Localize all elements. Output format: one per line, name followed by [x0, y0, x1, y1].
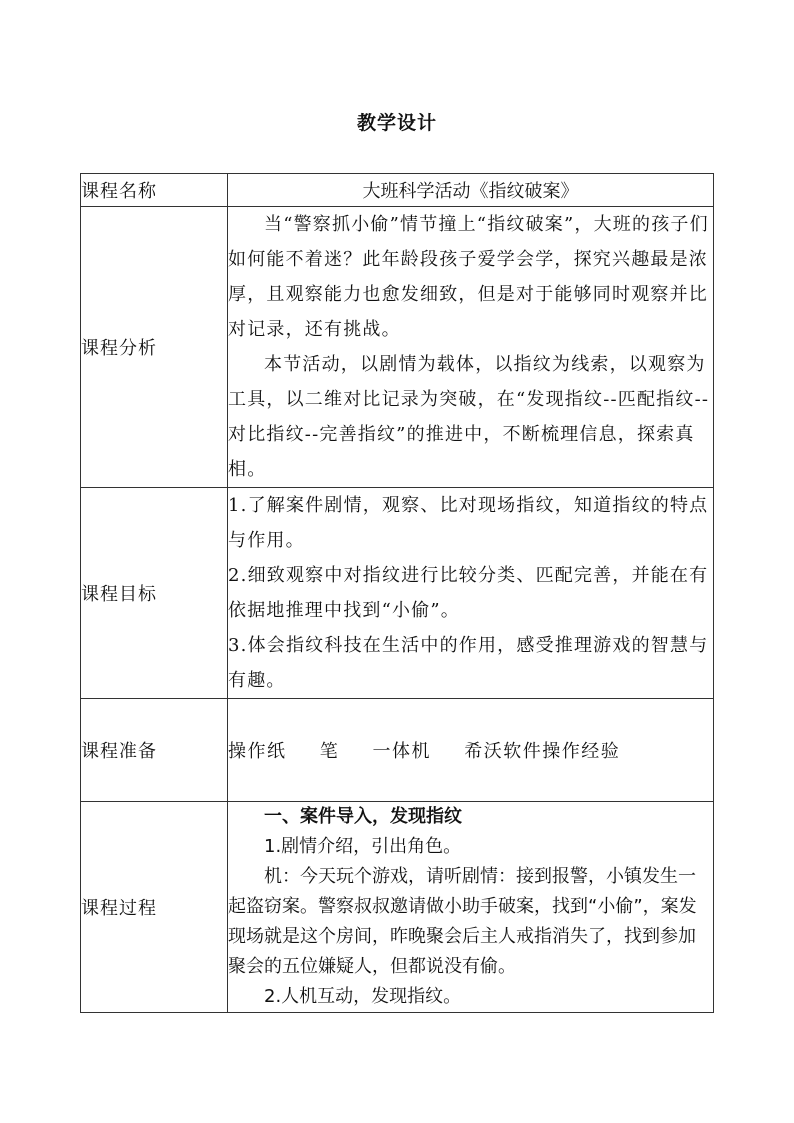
label-course-analysis: 课程分析	[81, 207, 228, 488]
process-line: 机：今天玩个游戏，请听剧情：接到报警，小镇发生一起盗窃案。警察叔叔邀请做小助手破案，找到“小偷”，案发现场就是这个房间，昨晚聚会后主人戒指消失了，找到参加聚会的五位嫌疑人，但都说没有偷。	[228, 866, 697, 977]
goal-item: 1.了解案件剧情，观察、比对现场指纹，知道指纹的特点与作用。	[228, 495, 709, 551]
prep-item: 一体机	[372, 741, 431, 762]
prep-item: 笔	[319, 741, 340, 762]
process-line: 1.剧情介绍，引出角色。	[264, 836, 462, 857]
course-process-cell	[228, 802, 714, 1013]
page-title: 教学设计	[356, 112, 437, 134]
course-prep-cell	[228, 699, 714, 802]
lesson-plan-table	[80, 173, 714, 1013]
analysis-paragraph: 本节活动，以剧情为载体，以指纹为线索，以观察为工具，以二维对比记录为突破，在“发现指纹--匹配指纹--对比指纹--完善指纹”的推进中，不断梳理信息，探索真相。	[228, 354, 710, 480]
prep-item: 操作纸	[228, 741, 287, 762]
prep-item: 希沃软件操作经验	[464, 741, 621, 762]
course-name-value: 大班科学活动《指纹破案》	[228, 174, 714, 207]
process-line: 2.人机互动，发现指纹。	[264, 986, 462, 1007]
label-course-process: 课程过程	[81, 802, 228, 1013]
process-heading: 一、案件导入，发现指纹	[264, 806, 462, 827]
analysis-paragraph: 当“警察抓小偷”情节撞上“指纹破案”，大班的孩子们如何能不着迷？此年龄段孩子爱学会学，探究兴趣最是浓厚，且观察能力也愈发细致，但是对于能够同时观察并比对记录，还有挑战。	[228, 214, 709, 340]
row-course-name	[81, 174, 714, 207]
goal-item: 3.体会指纹科技在生活中的作用，感受推理游戏的智慧与有趣。	[228, 635, 709, 691]
row-course-prep	[81, 699, 714, 802]
label-course-goals: 课程目标	[81, 488, 228, 699]
course-goals-cell	[228, 488, 714, 699]
row-course-process	[81, 802, 714, 1013]
label-course-prep: 课程准备	[81, 699, 228, 802]
course-analysis-cell	[228, 207, 714, 488]
row-course-analysis	[81, 207, 714, 488]
label-course-name: 课程名称	[81, 174, 228, 207]
row-course-goals	[81, 488, 714, 699]
goal-item: 2.细致观察中对指纹进行比较分类、匹配完善，并能在有依据地推理中找到“小偷”。	[228, 565, 709, 621]
